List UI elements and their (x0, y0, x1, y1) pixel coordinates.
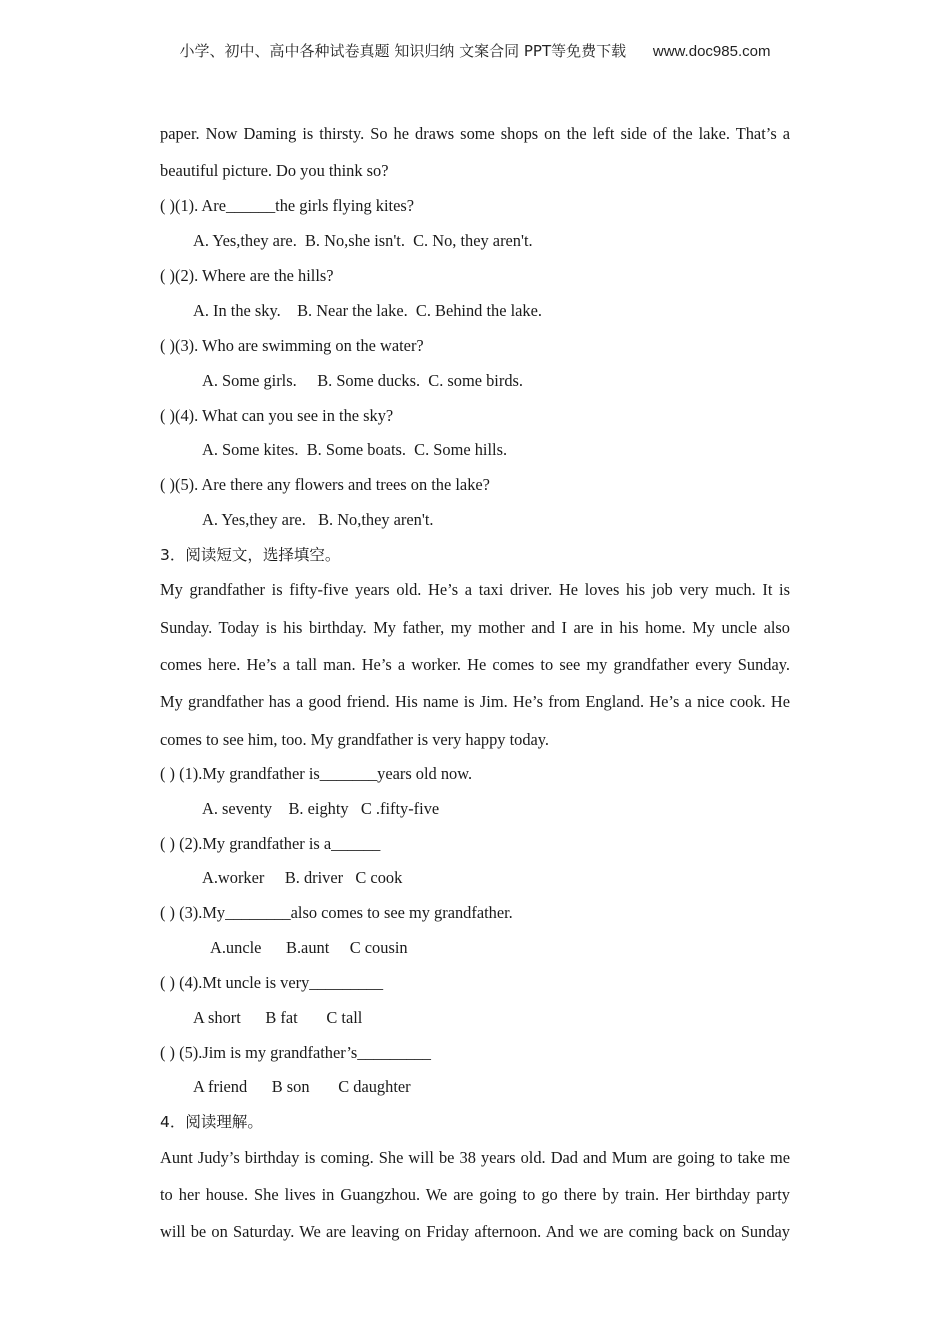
question: ( ) (4).Mt uncle is very_________ (160, 973, 384, 992)
header-title: 小学、初中、高中各种试卷真题 知识归纳 文案合同 PPT等免费下载 (179, 42, 627, 60)
passage-line: My grandfather has a good friend. His name is Jim. He’s from England. He’s a nice cook. He (160, 692, 790, 711)
question: ( )(2). Where are the hills? (160, 266, 334, 285)
question-options: A. Some kites. B. Some boats. C. Some hills. (202, 440, 508, 459)
passage-line: My grandfather is fifty-five years old. He’s a taxi driver. He loves his job very much. It is (160, 580, 790, 599)
question: ( ) (5).Jim is my grandfather’s_________ (160, 1043, 432, 1062)
question: ( )(1). Are______the girls flying kites? (160, 196, 414, 215)
section-heading: 3．阅读短文，选择填空。 (160, 546, 341, 564)
question-options: A. Yes,they are. B. No,she isn't. C. No, they aren't. (193, 231, 533, 250)
question-options: A friend B son C daughter (193, 1077, 411, 1096)
passage-line: to her house. She lives in Guangzhou. We are going to go there by train. Her birthday party (160, 1185, 790, 1204)
page-header (0, 40, 950, 61)
question: ( )(4). What can you see in the sky? (160, 406, 394, 425)
passage-line: comes to see him, too. My grandfather is very happy today. (160, 730, 550, 749)
question: ( ) (2).My grandfather is a______ (160, 834, 381, 853)
section-heading: 4．阅读理解。 (160, 1113, 263, 1131)
question-options: A.uncle B.aunt C cousin (210, 938, 408, 957)
passage-line: comes here. He’s a tall man. He’s a worker. He comes to see my grandfather every Sunday. (160, 655, 790, 674)
passage-line: beautiful picture. Do you think so? (160, 161, 389, 180)
passage-line: Aunt Judy’s birthday is coming. She will be 38 years old. Dad and Mum are going to take me (160, 1148, 790, 1167)
question-options: A. seventy B. eighty C .fifty-five (202, 799, 440, 818)
question-options: A.worker B. driver C cook (202, 868, 403, 887)
question: ( ) (1).My grandfather is_______years old now. (160, 764, 473, 783)
question-options: A. Yes,they are. B. No,they aren't. (202, 510, 434, 529)
passage-line: Sunday. Today is his birthday. My father, my mother and I are in his home. My uncle also (160, 618, 790, 637)
header-site: www.doc985.com (652, 43, 771, 60)
question-options: A short B fat C tall (193, 1008, 363, 1027)
passage-line: will be on Saturday. We are leaving on Friday afternoon. And we are coming back on Sunday (160, 1222, 790, 1241)
passage-line: paper. Now Daming is thirsty. So he draws some shops on the left side of the lake. That’s a (160, 124, 790, 143)
question-options: A. In the sky. B. Near the lake. C. Behind the lake. (193, 301, 542, 320)
question-options: A. Some girls. B. Some ducks. C. some birds. (202, 371, 523, 390)
question: ( )(3). Who are swimming on the water? (160, 336, 424, 355)
question: ( ) (3).My________also comes to see my grandfather. (160, 903, 513, 922)
question: ( )(5). Are there any flowers and trees on the lake? (160, 475, 490, 494)
